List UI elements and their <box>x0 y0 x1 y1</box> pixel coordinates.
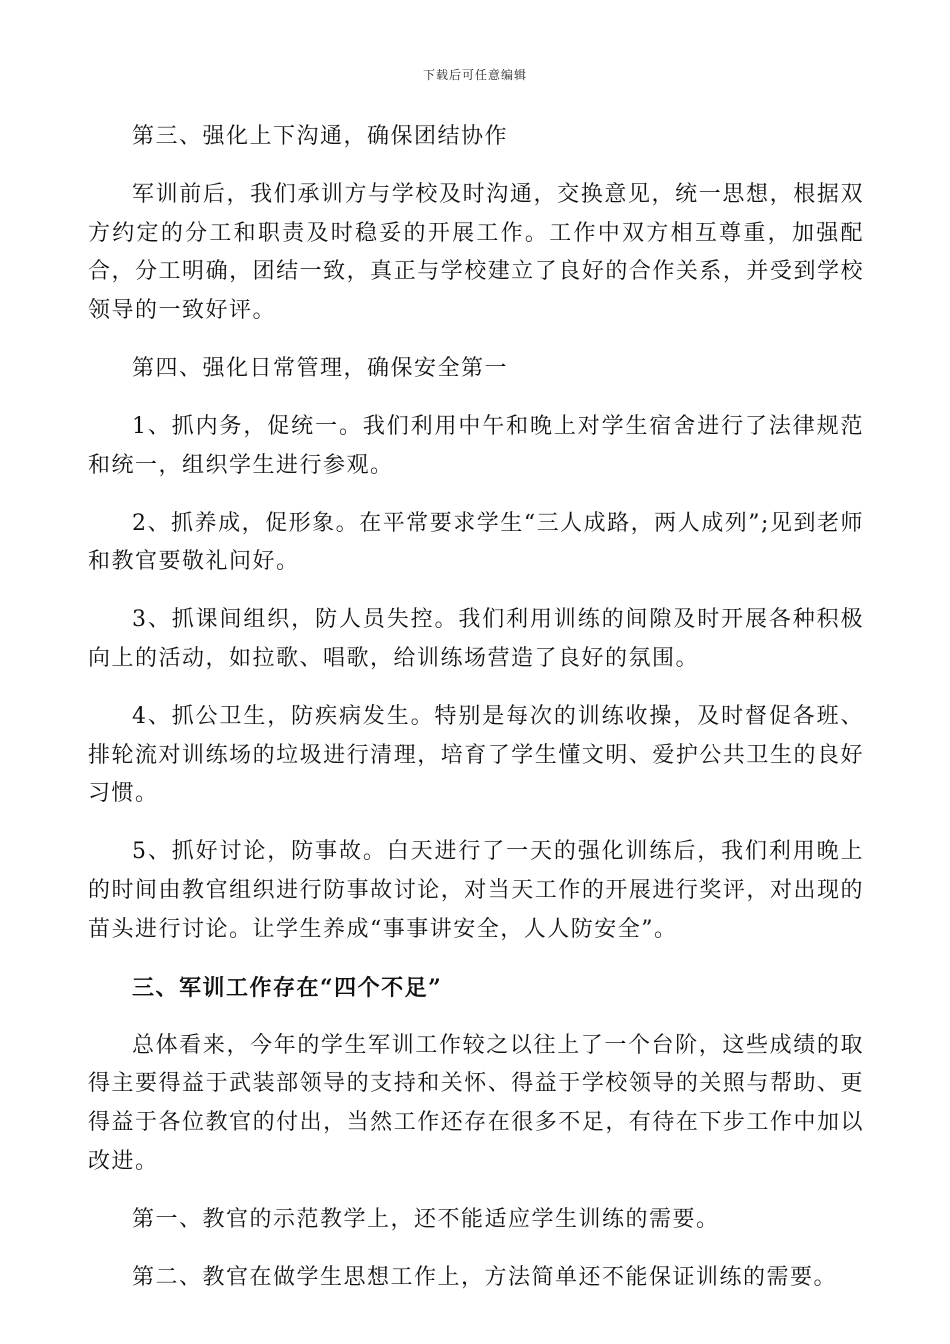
body-paragraph: 军训前后，我们承训方与学校及时沟通，交换意见，统一思想，根据双方约定的分工和职责及时稳妥的开展工作。工作中双方相互尊重，加强配合，分工明确，团结一致，真正与学校建立了良好的合作关系，并受到学校领导的一致好评。 <box>88 182 864 323</box>
header-note: 下载后可任意编辑 <box>422 68 527 82</box>
body-paragraph: 第一、教官的示范教学上，还不能适应学生训练的需要。 <box>132 1206 720 1232</box>
list-item: 5、抓好讨论，防事故。白天进行了一天的强化训练后，我们利用晚上的时间由教官组织进行防事故讨论，对当天工作的开展进行奖评，对出现的苗头进行讨论。让学生养成“事事讲安全，人人防安全”。 <box>88 839 864 942</box>
document-body <box>88 118 864 1297</box>
list-item: 2、抓养成，促形象。在平常要求学生“三人成路，两人成列”;见到老师和教官要敬礼问好。 <box>88 510 864 575</box>
list-item: 4、抓公卫生，防疾病发生。特别是每次的训练收操，及时督促各班、排轮流对训练场的垃圾进行清理，培育了学生懂文明、爱护公共卫生的良好习惯。 <box>88 704 864 807</box>
section-subheading: 第三、强化上下沟通，确保团结协作 <box>132 124 509 149</box>
section-subheading: 第四、强化日常管理，确保安全第一 <box>132 355 509 381</box>
list-item: 3、抓课间组织，防人员失控。我们利用训练的间隙及时开展各种积极向上的活动，如拉歌、唱歌，给训练场营造了良好的氛围。 <box>88 607 864 672</box>
body-paragraph: 第二、教官在做学生思想工作上，方法简单还不能保证训练的需要。 <box>132 1264 838 1290</box>
section-heading: 三、军训工作存在“四个不足” <box>132 974 443 1001</box>
list-item: 1、抓内务，促统一。我们利用中午和晚上对学生宿舍进行了法律规范和统一，组织学生进行参观。 <box>88 414 864 478</box>
body-paragraph: 总体看来，今年的学生军训工作较之以往上了一个台阶，这些成绩的取得主要得益于武装部领导的支持和关怀、得益于学校领导的关照与帮助、更得益于各位教官的付出，当然工作还存在很多不足，有待在下步工作中加以改进。 <box>88 1032 864 1174</box>
